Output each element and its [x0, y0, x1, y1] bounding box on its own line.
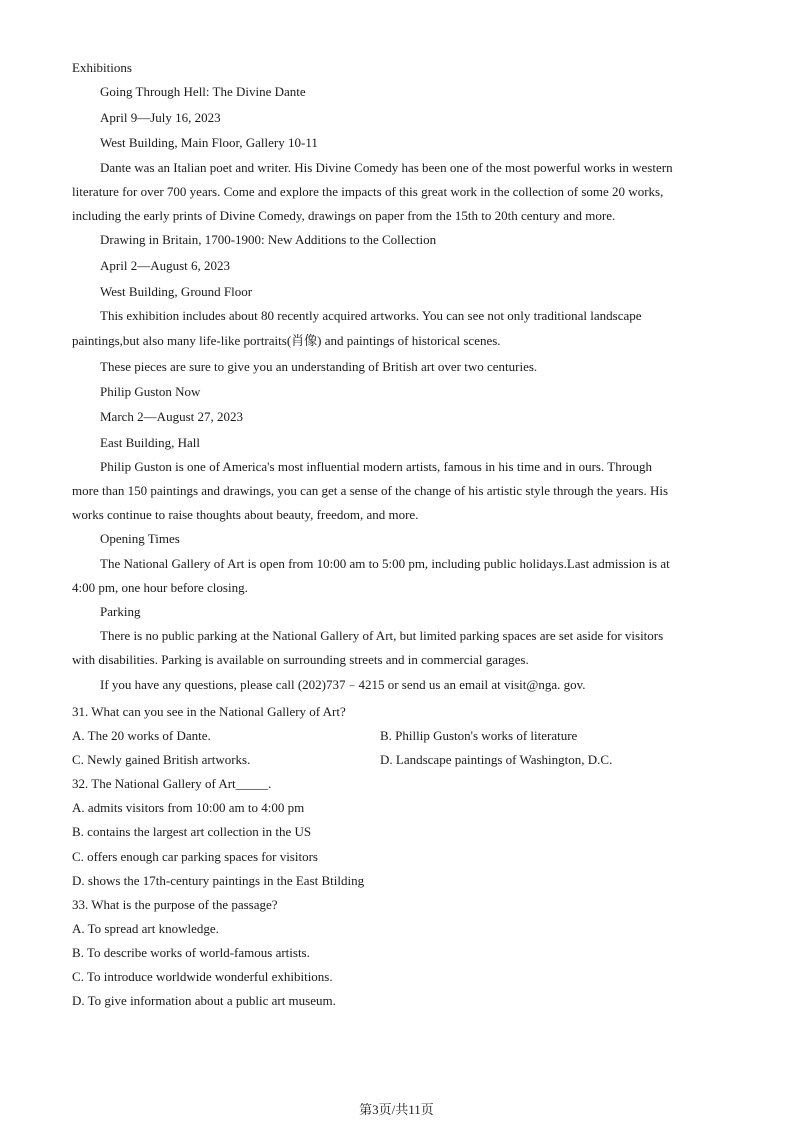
exhibition-description-line: more than 150 paintings and drawings, you can get a sense of the change of his artistic style through the years. His — [72, 483, 669, 498]
exhibition-description-line: works continue to raise thoughts about beauty, freedom, and more. — [72, 507, 419, 522]
exhibition-dates: April 9—July 16, 2023 — [100, 110, 221, 125]
section-heading: Exhibitions — [72, 60, 132, 75]
question-stem: 32. The National Gallery of Art_____. — [72, 776, 272, 791]
exhibition-description-line: This exhibition includes about 80 recently acquired artworks. You can see not only traditional landscape — [100, 308, 642, 323]
answer-option: B. To describe works of world-famous artists. — [72, 945, 310, 960]
parking-line: with disabilities. Parking is available on surrounding streets and in commercial garages. — [72, 652, 529, 667]
contact-line: If you have any questions, please call (202)737﹣4215 or send us an email at visit@nga. gov. — [100, 677, 586, 692]
answer-option: A. The 20 works of Dante. — [72, 728, 211, 743]
answer-option: C. To introduce worldwide wonderful exhibitions. — [72, 969, 333, 984]
exhibition-description-line: literature for over 700 years. Come and explore the impacts of this great work in the collection of some 20 works, — [72, 184, 664, 199]
question-stem: 33. What is the purpose of the passage? — [72, 897, 278, 912]
exhibition-dates: April 2—August 6, 2023 — [100, 258, 230, 273]
opening-times-title: Opening Times — [100, 531, 180, 546]
exhibition-description-line: These pieces are sure to give you an understanding of British art over two centuries. — [100, 359, 538, 374]
exhibition-location: East Building, Hall — [100, 435, 201, 450]
answer-option: B. Phillip Guston's works of literature — [380, 728, 578, 743]
exhibition-dates: March 2—August 27, 2023 — [100, 409, 243, 424]
exhibition-description-line: including the early prints of Divine Comedy, drawings on paper from the 15th to 20th century and more. — [72, 208, 616, 223]
answer-option: C. Newly gained British artworks. — [72, 752, 251, 767]
exhibition-title: Drawing in Britain, 1700-1900: New Additions to the Collection — [100, 232, 437, 247]
answer-option: B. contains the largest art collection in the US — [72, 824, 312, 839]
exhibition-location: West Building, Main Floor, Gallery 10-11 — [100, 135, 318, 150]
answer-option: A. admits visitors from 10:00 am to 4:00 pm — [72, 800, 305, 815]
exhibition-location: West Building, Ground Floor — [100, 284, 253, 299]
answer-option: D. shows the 17th-century paintings in the East Btilding — [72, 873, 365, 888]
answer-option: D. To give information about a public art museum. — [72, 993, 336, 1008]
opening-times-line: 4:00 pm, one hour before closing. — [72, 580, 248, 595]
parking-line: There is no public parking at the National Gallery of Art, but limited parking spaces are set aside for visitors — [100, 628, 664, 643]
question-stem: 31. What can you see in the National Gallery of Art? — [72, 704, 346, 719]
parking-title: Parking — [100, 604, 141, 619]
page-number: 第3页/共11页 — [359, 1102, 434, 1117]
exhibition-description-line: Dante was an Italian poet and writer. His Divine Comedy has been one of the most powerful works in western — [100, 160, 673, 175]
answer-option: D. Landscape paintings of Washington, D.C. — [380, 752, 613, 767]
answer-option: A. To spread art knowledge. — [72, 921, 219, 936]
exhibition-description-line: paintings,but also many life-like portraits(肖像) and paintings of historical scenes. — [72, 333, 501, 348]
exhibition-description-line: Philip Guston is one of America's most influential modern artists, famous in his time and in ours. Through — [100, 459, 653, 474]
exhibition-title: Going Through Hell: The Divine Dante — [100, 84, 306, 99]
exhibition-title: Philip Guston Now — [100, 384, 201, 399]
answer-option: C. offers enough car parking spaces for visitors — [72, 849, 318, 864]
opening-times-line: The National Gallery of Art is open from 10:00 am to 5:00 pm, including public holidays.Last admission is at — [100, 556, 670, 571]
